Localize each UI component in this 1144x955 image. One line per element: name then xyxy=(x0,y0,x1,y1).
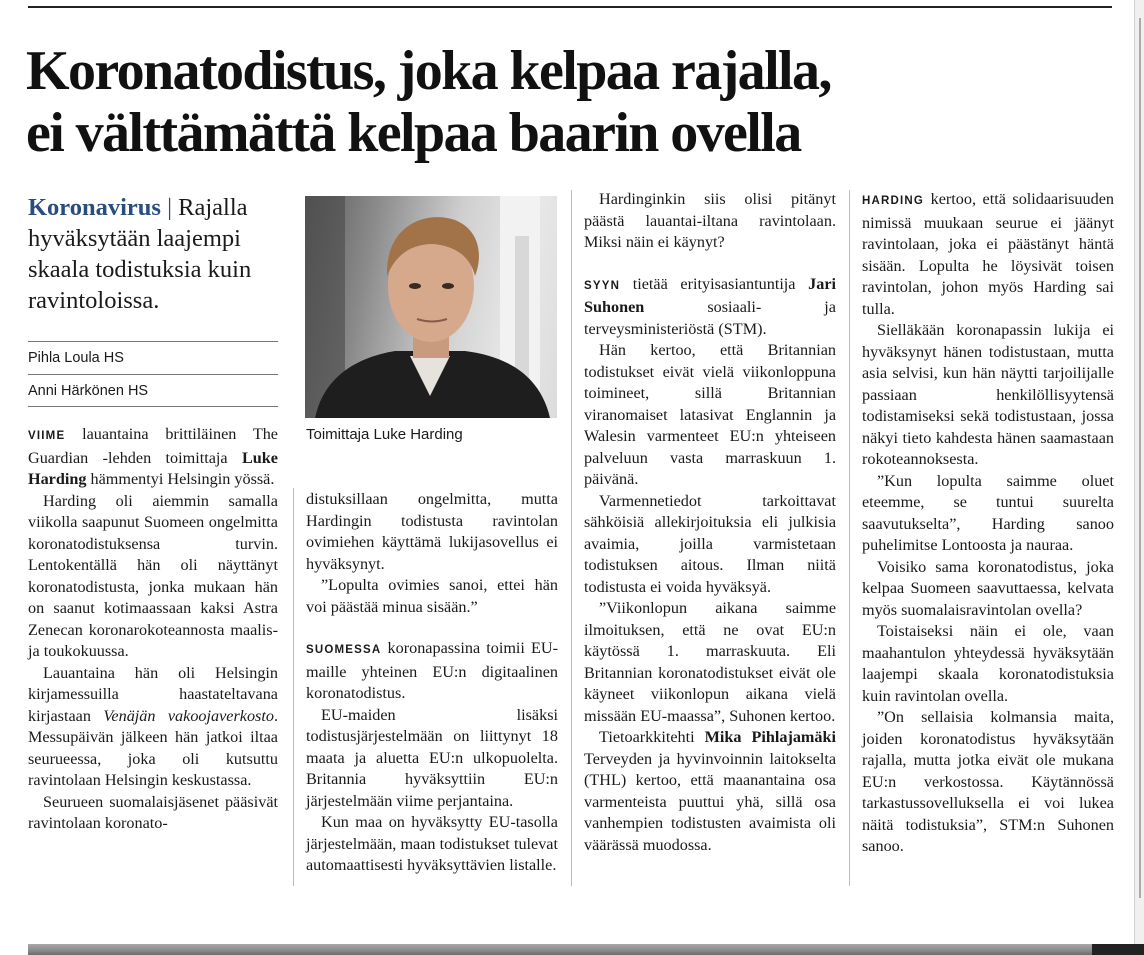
paragraph: ”Viikonlopun aikana saimme ilmoituksen, että ne ovat EU:n käytössä 1. marraskuuta. Eli Britannian koronatodistukset eivät ole käyneet viikonlopun aikana vielä missään EU-maassa”, Suhonen kertoo. xyxy=(584,599,836,725)
lead-text: Rajalla hyväksytään laajempi skaala todistuksia kuin ravintoloissa. xyxy=(28,194,252,314)
text-run: hämmentyi Helsingin yössä. xyxy=(86,470,275,488)
text-run: Tietoarkkitehti xyxy=(599,728,705,746)
text-column-2 xyxy=(306,489,558,877)
paragraph: distuksillaan ongelmitta, mutta Hardingin todistusta ravintolan ovimiehen käyttämä lukijasovellus ei hyväksynyt. xyxy=(306,490,558,573)
article-headline xyxy=(26,40,1116,164)
text-column-1 xyxy=(28,424,278,835)
lead-in-caps: SYYN xyxy=(584,279,621,292)
column-divider xyxy=(849,190,850,886)
kicker-separator: | xyxy=(167,194,172,221)
paragraph: Harding oli aiemmin samalla viikolla saapunut Suomeen ongelmitta koronatodistuksensa turvin. Lentokentällä hän oli näyttänyt koronatodistusta, jonka mukaan hän on saanut kotimaassaan kaksi Astra Zenecan koronarokoteannosta maalis- ja toukokuussa. xyxy=(28,491,278,660)
lead-paragraph xyxy=(28,192,280,316)
text-column-4 xyxy=(862,189,1114,858)
paragraph: Seurueen suomalaisjäsenet pääsivät ravintolaan koronato- xyxy=(28,792,278,832)
paragraph: ”On sellaisia kolmansia maita, joiden koronatodistus hyväksytään rajalla, mutta jotka eivät ole mukana EU:n verkostossa. Käytännössä tarkastussovelluksella ei voi lukea näitä todistuksia”, STM:n Suhonen sanoo. xyxy=(862,708,1114,855)
paragraph: Toistaiseksi näin ei ole, vaan maahantulon yhteydessä hyväksytään laajempi skaala koronatodistuksia kuin ravintolan ovella. xyxy=(862,622,1114,705)
byline-author-1: Pihla Loula HS xyxy=(28,350,124,366)
author-photo xyxy=(305,196,557,418)
lead-in-caps: VIIME xyxy=(28,430,66,442)
byline-author-2: Anni Härkönen HS xyxy=(28,383,149,399)
paragraph: ”Lopulta ovimies sanoi, ettei hän voi päästää minua sisään.” xyxy=(306,576,558,616)
paragraph xyxy=(28,663,278,792)
photo-caption: Toimittaja Luke Harding xyxy=(306,426,463,443)
paragraph xyxy=(584,727,836,856)
headline-line-2: ei välttämättä kelpaa baarin ovella xyxy=(26,102,801,164)
text-run: kertoo, että solidaarisuuden nimissä muukaan seurue ei jäänyt ravintolaan, joka ei päästänyt häntä sisään. Lopulta he löysivät toisen ravintolan, johon myös Harding sai tulla. xyxy=(862,190,1114,318)
page-edge-line xyxy=(1139,18,1141,898)
text-run: koronapassina toimii EU-maille yhteinen EU:n digitaalinen koronatodistus. xyxy=(306,639,558,702)
paragraph: Hardinginkin siis olisi pitänyt päästä lauantai-iltana ravintolaan. Miksi näin ei käynyt? xyxy=(584,190,836,251)
paragraph xyxy=(862,189,1114,320)
paragraph: Sielläkään koronapassin lukija ei hyväksynyt hänen todistustaan, mutta asia selvisi, kun hän näytti tarjoilijalle passiaan henkilöllisyytensä todistamiseksi sekä todistustaan, jossa näkyi tieto kahdesta hänen saamastaan rokoteannoksesta. xyxy=(862,321,1114,468)
portrait-illustration xyxy=(305,196,557,418)
book-title: Venäjän vakoojaverkosto xyxy=(103,706,274,725)
text-run: Terveyden ja hyvinvoinnin laitokselta (THL) kertoo, että maanantaina osa varmenteista puuttui yhä, sillä osa vanhempien todistusten avaimista oli väärässä muodossa. xyxy=(584,749,836,854)
byline-rule xyxy=(28,406,278,407)
paragraph xyxy=(28,424,278,491)
paragraph: Hän kertoo, että Britannian todistukset eivät vielä viikonloppuna toimineet, sillä Britannian viranomaiset latasivat Englannin ja Walesin varmenteet EU:n yhteiseen palveluun vasta marraskuun 1. päivänä. xyxy=(584,341,836,488)
scan-corner-shadow xyxy=(1092,944,1144,955)
text-run: sosiaali- ja terveysministeriöstä (STM). xyxy=(584,298,836,338)
column-divider xyxy=(571,190,572,886)
scan-bottom-edge xyxy=(28,944,1144,955)
lead-in-caps: HARDING xyxy=(862,195,925,207)
paragraph: Varmennetiedot tarkoittavat sähköisiä allekirjoituksia eli julkisia avaimia, joilla varmistetaan todistuksen aitous. Ilman niitä todistusta ei voida hyväksyä. xyxy=(584,491,836,596)
top-rule xyxy=(28,6,1112,8)
byline-rule xyxy=(28,374,278,375)
paragraph: Kun maa on hyväksytty EU-tasolla järjestelmään, maan todistukset tulevat automaattisesti hyväksyttävien listalle. xyxy=(306,813,558,874)
text-column-3 xyxy=(584,189,836,856)
person-name: Luke Harding xyxy=(28,448,278,488)
paragraph: ”Kun lopulta saimme oluet eteemme, se tuntui suurelta saavutukselta”, Harding sanoo puhelimitse Lontoosta ja nauraa. xyxy=(862,471,1114,554)
text-run: lauantaina brittiläinen The Guardian -lehden toimittaja xyxy=(28,425,278,467)
headline-line-1: Koronatodistus, joka kelpaa rajalla, xyxy=(26,40,831,102)
lead-in-caps: SUOMESSA xyxy=(306,644,382,656)
text-run: tietää erityisasiantuntija xyxy=(620,274,809,293)
text-run: Lauantaina hän oli Helsingin kirjamessuilla haastateltavana kirjastaan xyxy=(28,663,278,725)
section-kicker: Koronavirus xyxy=(28,194,161,221)
paragraph xyxy=(584,274,836,341)
text-run: . Messupäivän jälkeen hän jatkoi iltaa seurueessa, joka oli kutsuttu ravintolaan Helsingin keskustassa. xyxy=(28,706,278,789)
paragraph xyxy=(306,638,558,705)
paragraph: Voisiko sama koronatodistus, joka kelpaa Suomeen saavuttaessa, kelvata myös suomalaisravintolan ovella? xyxy=(862,557,1114,619)
person-name: Jari Suhonen xyxy=(584,274,836,316)
byline-rule xyxy=(28,341,278,342)
paragraph: EU-maiden lisäksi todistusjärjestelmään on liittynyt 18 maata ja aluetta EU:n ulkopuolelta. Britannia hyväksyttiin EU:n järjestelmään viime perjantaina. xyxy=(306,705,558,810)
column-divider xyxy=(293,488,294,886)
person-name: Mika Pihlajamäki xyxy=(704,728,837,746)
